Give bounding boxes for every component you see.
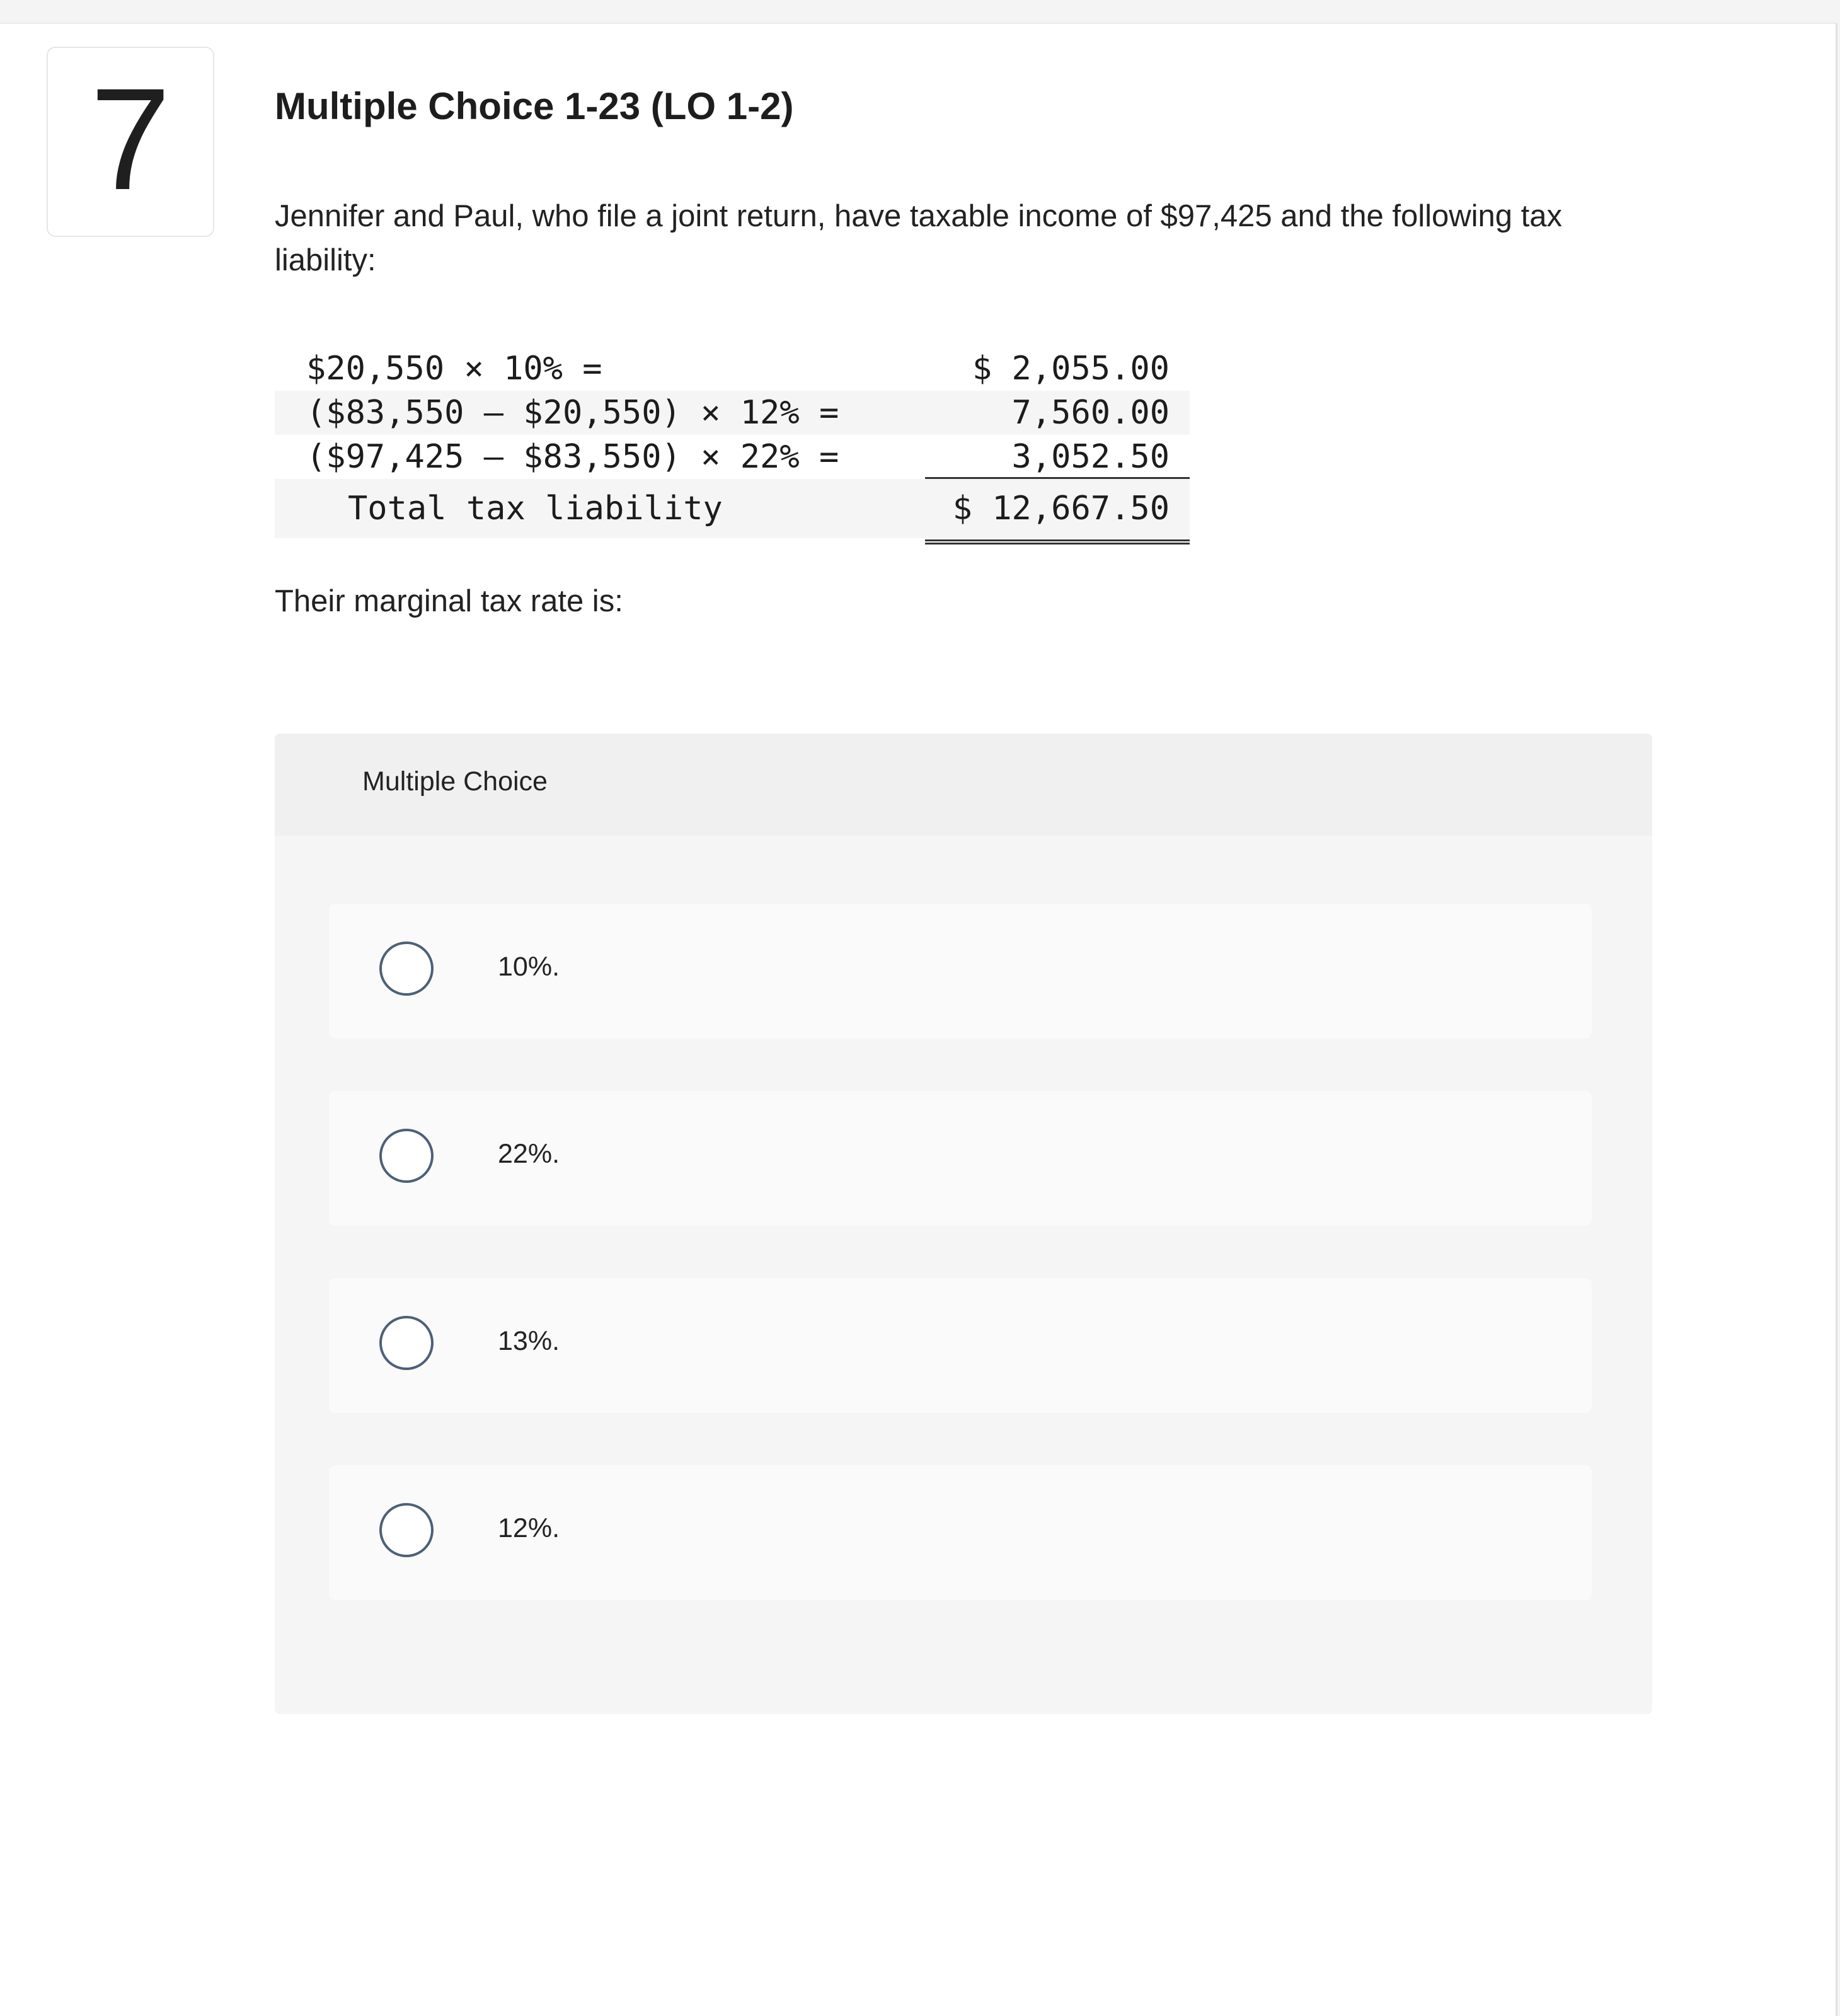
calc-expression: ($97,425 – $83,550) × 22% = [306, 438, 839, 476]
total-double-rule [925, 539, 1190, 544]
radio-button[interactable] [379, 1316, 434, 1370]
multiple-choice-header-label: Multiple Choice [362, 766, 548, 797]
calc-amount: 3,052.50 [1011, 438, 1170, 476]
calc-amount: $ 2,055.00 [972, 350, 1170, 388]
calc-total-row [275, 479, 1190, 538]
radio-button[interactable] [379, 1503, 434, 1557]
answer-option-label: 22%. [498, 1139, 560, 1169]
calc-row [275, 347, 1190, 391]
calc-total-label: Total tax liability [348, 490, 723, 527]
answer-option-label: 10%. [498, 952, 560, 982]
calc-row [275, 435, 1190, 479]
answer-option-label: 13%. [498, 1326, 560, 1356]
calc-expression: $20,550 × 10% = [306, 350, 602, 388]
question-number: 7 [90, 58, 171, 220]
tax-calculation-table [275, 347, 1190, 538]
answer-option-b[interactable] [329, 1091, 1592, 1226]
question-ask: Their marginal tax rate is: [275, 584, 623, 618]
question-number-box [47, 47, 214, 237]
radio-button[interactable] [379, 1129, 434, 1183]
multiple-choice-panel [275, 734, 1652, 1714]
answer-option-c[interactable] [329, 1278, 1592, 1413]
calc-amount: 7,560.00 [1011, 394, 1170, 432]
question-page [0, 23, 1837, 2016]
calc-total-amount: $ 12,667.50 [952, 490, 1170, 527]
calc-expression: ($83,550 – $20,550) × 12% = [306, 394, 839, 432]
multiple-choice-header [275, 734, 1652, 836]
question-title: Multiple Choice 1-23 (LO 1-2) [275, 85, 794, 127]
question-prompt: Jennifer and Paul, who file a joint return, have taxable income of $97,425 and the following tax liability: [275, 199, 1562, 277]
answer-option-d[interactable] [329, 1465, 1592, 1600]
calc-row [275, 391, 1190, 435]
answer-option-label: 12%. [498, 1513, 560, 1543]
radio-button[interactable] [379, 942, 434, 996]
answer-option-a[interactable] [329, 904, 1592, 1039]
